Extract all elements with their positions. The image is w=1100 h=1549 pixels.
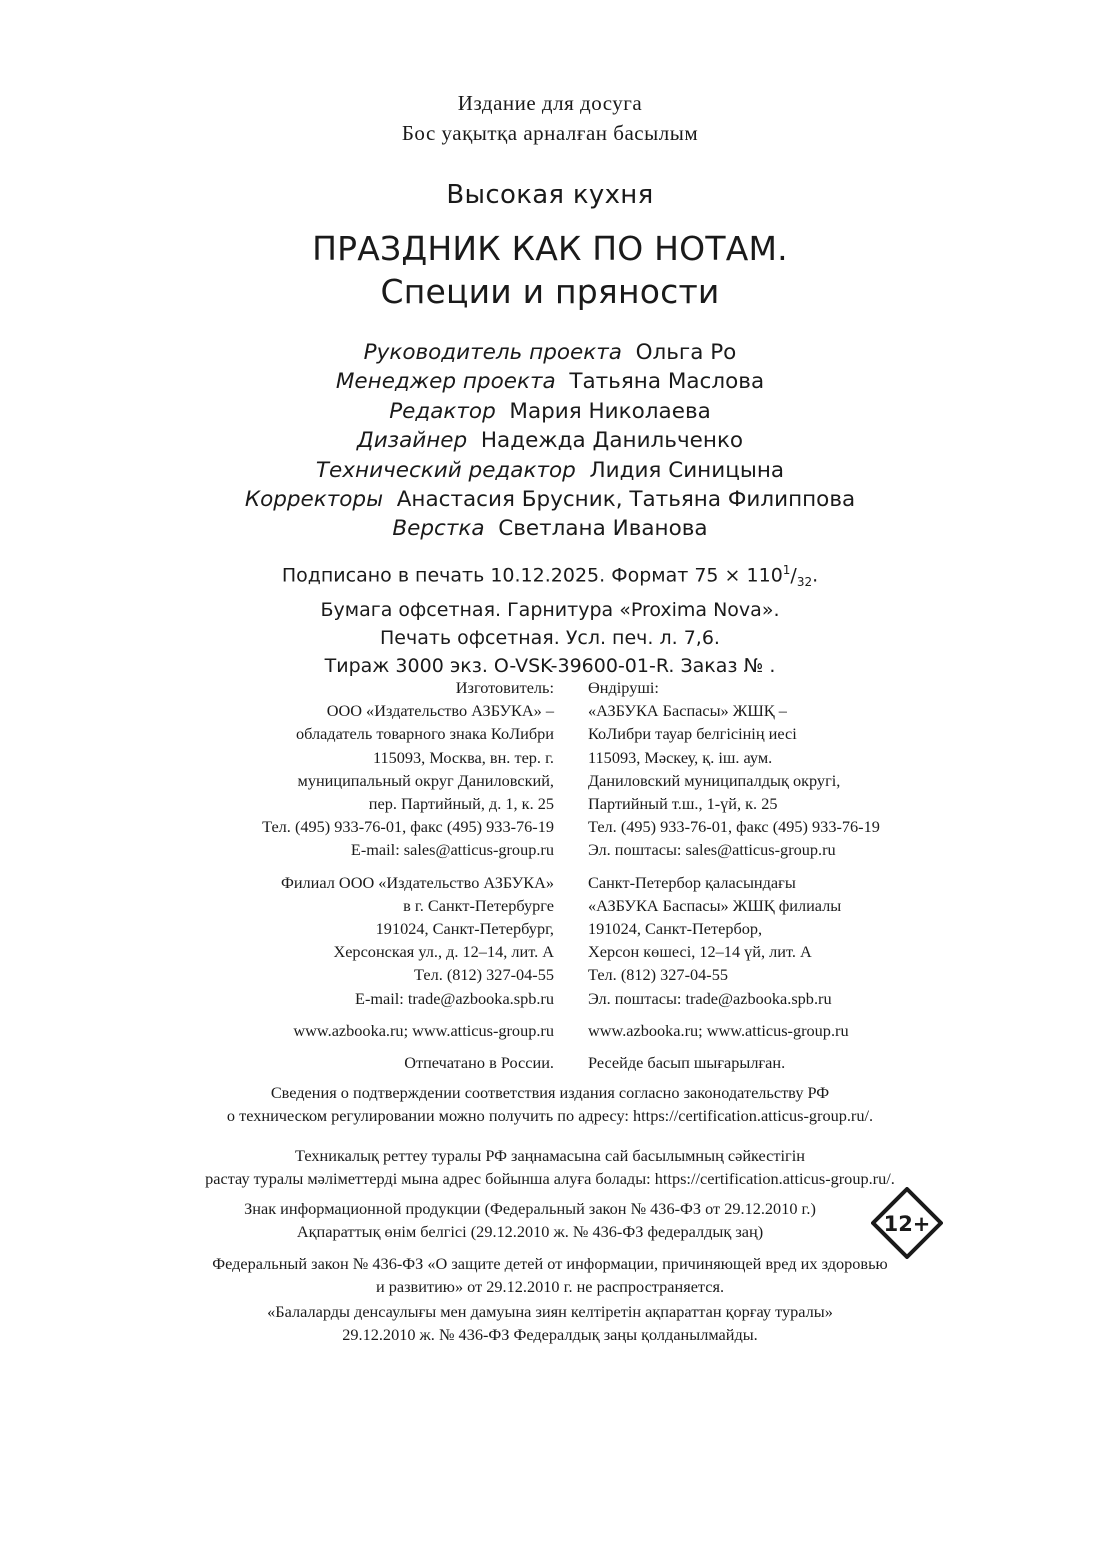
text-line: «АЗБУКА Баспасы» ЖШҚ филиалы: [588, 895, 842, 915]
text-line: обладатель товарного знака КоЛибри: [295, 724, 554, 744]
text-line: Тел. (495) 933-76-01, факс (495) 933-76-19: [588, 817, 880, 837]
credit-role: Руководитель проекта: [363, 340, 622, 365]
print-type-line: Печать офсетная. Усл. печ. л. 7,6.: [380, 627, 720, 650]
text-line: пер. Партийный, д. 1, к. 25: [368, 794, 554, 814]
text-line: о техническом регулировании можно получить по адресу: https://certification.atticus-group.ru/.: [226, 1106, 874, 1126]
text-line: Филиал ООО «Издательство АЗБУКА»: [280, 872, 554, 892]
credit-name: Надежда Данильченко: [480, 428, 744, 454]
text-line: Тел. (812) 327-04-55: [414, 965, 554, 985]
credit-name: Анастасия Брусник, Татьяна Филиппова: [396, 487, 856, 513]
text-line: Партийный т.ш., 1-үй, к. 25: [588, 794, 778, 814]
text-line: 115093, Мәскеу, қ. іш. аум.: [588, 747, 773, 767]
printed-in-kz: Ресейде басып шығарылған.: [588, 1053, 786, 1073]
branch-block-ru: [120, 871, 554, 1010]
credit-name: Мария Николаева: [509, 398, 711, 424]
text-line: Даниловский муниципалдық округі,: [588, 770, 841, 790]
text-line: КоЛибри тауар белгісінің иесі: [588, 724, 797, 744]
print-run-line: Тираж 3000 экз. O-VSK-39600-01-R. Заказ № .: [324, 655, 776, 678]
text-line: 191024, Санкт-Петербург,: [375, 919, 554, 939]
age-rating-label: 12+: [883, 1212, 931, 1236]
credits-list: [0, 338, 1100, 544]
text-line: муниципальный округ Даниловский,: [297, 770, 554, 790]
credit-role: Корректоры: [244, 487, 384, 513]
format-fraction-slash: /: [790, 564, 797, 587]
credit-role: Редактор: [389, 398, 496, 424]
credit-role: Дизайнер: [356, 428, 468, 454]
credit-name: Светлана Иванова: [498, 516, 708, 542]
website-ru: www.azbooka.ru; www.atticus-group.ru: [293, 1020, 554, 1040]
leisure-label: [0, 88, 1100, 148]
credit-name: Татьяна Маслова: [569, 369, 765, 395]
certification-note-ru: [0, 1081, 1100, 1127]
text-line: и развитию» от 29.12.2010 г. не распространяется.: [375, 1277, 725, 1297]
credit-name: Ольга Ро: [635, 340, 737, 365]
text-line: Херсон көшесі, 12–14 үй, лит. А: [588, 942, 812, 962]
text-line: 115093, Москва, вн. тер. г.: [372, 747, 554, 767]
text-line: 29.12.2010 ж. № 436-ФЗ Федералдық заңы қолданылмайды.: [342, 1325, 758, 1345]
website-kz: www.azbooka.ru; www.atticus-group.ru: [588, 1020, 849, 1040]
publisher-info-kz: [588, 676, 1058, 1074]
credit-name: Лидия Синицына: [589, 457, 785, 483]
text-line: Тел. (495) 933-76-01, факс (495) 933-76-19: [262, 817, 554, 837]
publisher-info-ru: [120, 676, 554, 1074]
credit-row: [0, 367, 1100, 396]
text-line: Изготовитель:: [455, 678, 554, 697]
credit-role: Верстка: [392, 516, 485, 542]
manufacturer-block-kz: [588, 676, 1058, 862]
leisure-label-ru: Издание для досуга: [457, 91, 643, 115]
leisure-label-kz: Бос уақытқа арналған басылым: [401, 121, 699, 145]
manufacturer-block-ru: [120, 676, 554, 862]
series-name: Высокая кухня: [446, 180, 654, 210]
credit-row: [0, 426, 1100, 455]
text-line: Санкт-Петербор қаласындағы: [588, 872, 796, 892]
credit-row: [0, 397, 1100, 426]
text-line: Тел. (812) 327-04-55: [588, 965, 728, 985]
paper-line: Бумага офсетная. Гарнитура «Proxima Nova».: [320, 599, 780, 622]
text-line: Эл. поштасы: sales@atticus-group.ru: [588, 840, 836, 860]
certification-note-kz: [0, 1144, 1100, 1190]
law-note-ru: [0, 1252, 1100, 1298]
text-line: в г. Санкт-Петербурге: [403, 895, 554, 915]
law-note-kz: [0, 1300, 1100, 1346]
age-rating-icon: [871, 1187, 943, 1259]
credit-row: [0, 456, 1100, 485]
credit-row: [0, 338, 1100, 367]
text-line: E-mail: trade@azbooka.spb.ru: [355, 988, 554, 1008]
credit-row: [0, 514, 1100, 543]
credit-row: [0, 485, 1100, 514]
book-title: [0, 227, 1100, 313]
text-line: Сведения о подтверждении соответствия издания согласно законодательству РФ: [270, 1083, 830, 1102]
text-line: «Балаларды денсаулығы мен дамуына зиян келтіретін ақпараттан қорғау туралы»: [267, 1302, 833, 1321]
print-details: [0, 556, 1100, 680]
print-format-line: [0, 556, 1100, 596]
printed-in-ru: Отпечатано в России.: [404, 1053, 554, 1073]
format-fraction-denominator: 32: [796, 575, 813, 590]
print-format-text: Подписано в печать 10.12.2025. Формат 75 × 110: [281, 564, 783, 587]
text-line: Херсонская ул., д. 12–14, лит. А: [333, 942, 554, 962]
text-line: Знак информационной продукции (Федеральный закон № 436-ФЗ от 29.12.2010 г.): [244, 1199, 816, 1218]
format-line-end: .: [812, 564, 819, 587]
text-line: Федеральный закон № 436-ФЗ «О защите детей от информации, причиняющей вред их здоровью: [212, 1254, 888, 1273]
text-line: Эл. поштасы: trade@azbooka.spb.ru: [588, 988, 832, 1008]
text-line: «АЗБУКА Баспасы» ЖШҚ –: [588, 701, 787, 721]
format-fraction-numerator: 1: [782, 563, 791, 577]
text-line: Өндіруші:: [588, 678, 659, 697]
text-line: 191024, Санкт-Петербор,: [588, 919, 763, 939]
branch-block-kz: [588, 871, 1058, 1010]
text-line: ООО «Издательство АЗБУКА» –: [326, 701, 554, 721]
text-line: Техникалық реттеу туралы РФ заңнамасына сай басылымның сәйкестігін: [295, 1146, 805, 1165]
credit-role: Менеджер проекта: [335, 369, 556, 395]
text-line: E-mail: sales@atticus-group.ru: [350, 840, 554, 860]
book-title-line-1: ПРАЗДНИК КАК ПО НОТАМ.: [312, 229, 788, 268]
book-title-line-2: Специи и пряности: [380, 272, 720, 311]
credit-role: Технический редактор: [315, 457, 576, 483]
text-line: Ақпараттық өнім белгісі (29.12.2010 ж. № 436-ФЗ федералдық заң): [296, 1222, 764, 1242]
text-line: растау туралы мәліметтерді мына адрес бойынша алуға болады: https://certification.atticus-group.ru/.: [205, 1169, 895, 1189]
